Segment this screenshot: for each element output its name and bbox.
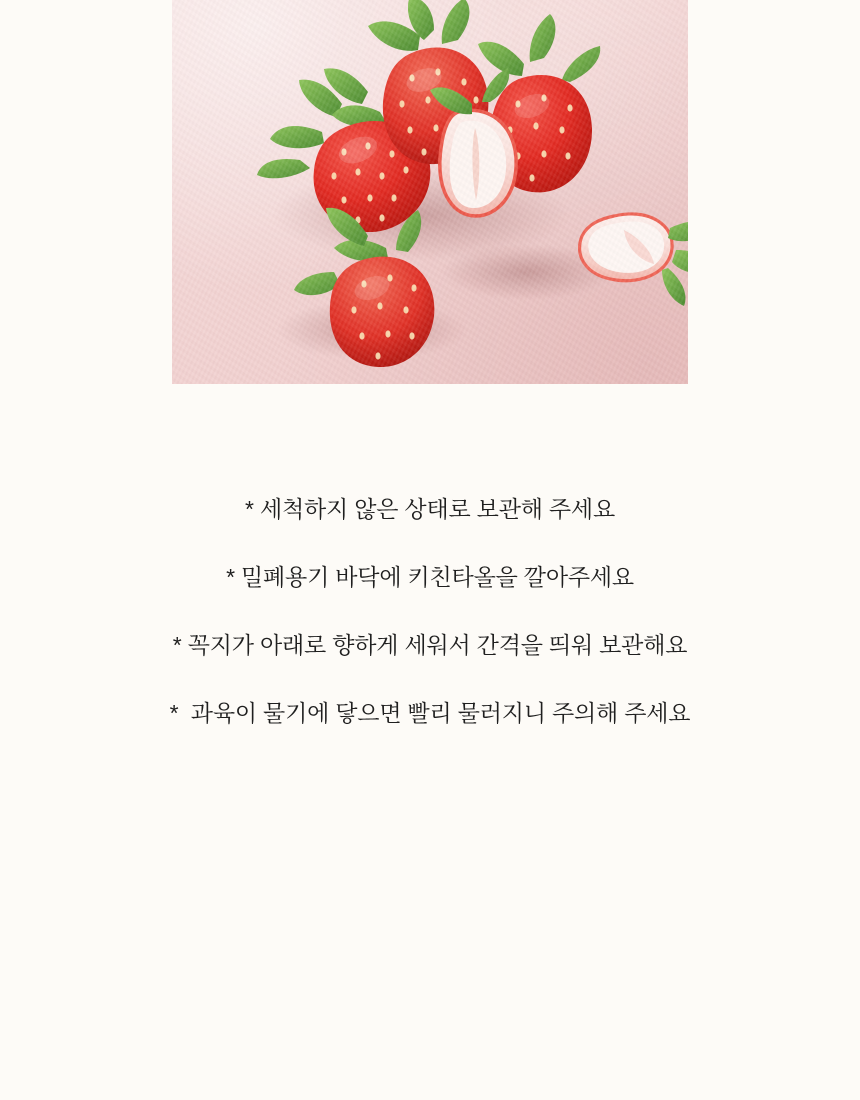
strawberry-photo <box>172 0 688 384</box>
instruction-line-1: * 세척하지 않은 상태로 보관해 주세요 <box>245 496 615 522</box>
storage-instructions <box>0 498 860 725</box>
instruction-line-2: * 밀폐용기 바닥에 키친타올을 깔아주세요 <box>226 564 634 590</box>
instruction-line-4: * 과육이 물기에 닿으면 빨리 물러지니 주의해 주세요 <box>169 700 691 726</box>
hero-image-container <box>172 0 688 384</box>
instruction-line-3: * 꼭지가 아래로 향하게 세워서 간격을 띄워 보관해요 <box>172 632 688 658</box>
strawberry-illustration <box>172 0 688 384</box>
